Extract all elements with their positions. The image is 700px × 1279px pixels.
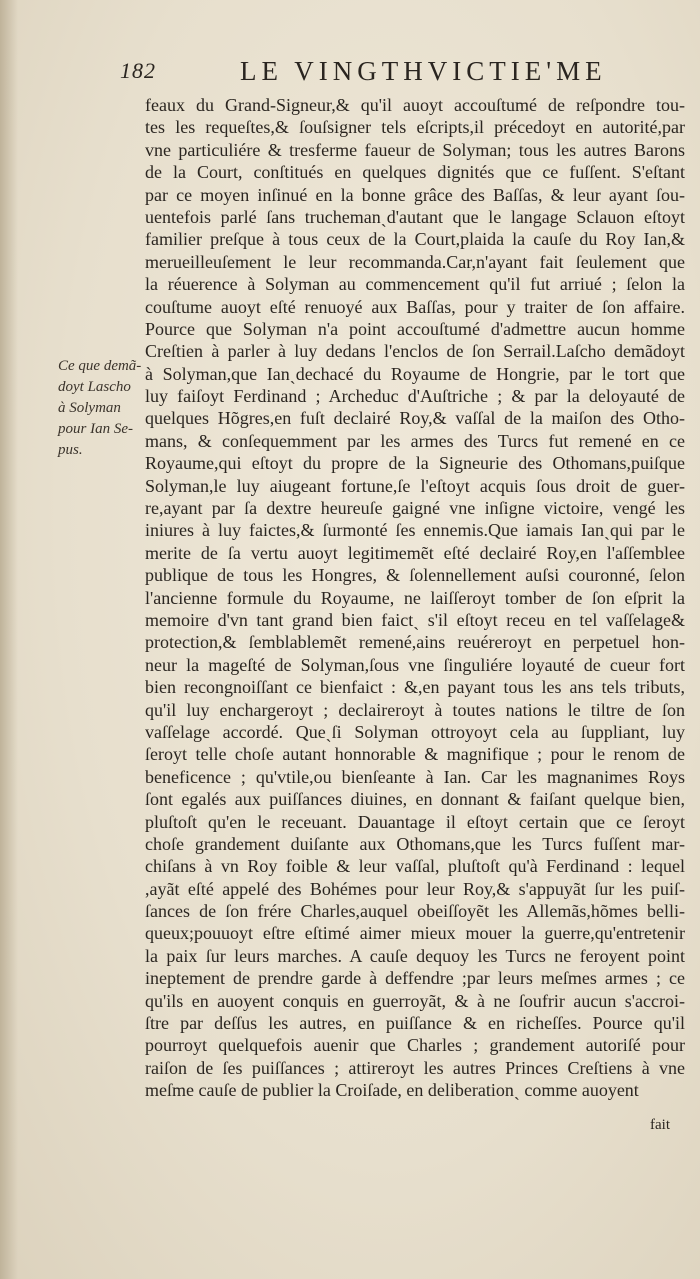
text-line: raiſon de ſes puiſſances ; attireroyt les autres Princes Creſtiens à vne — [145, 1057, 685, 1078]
text-line: uentefois parlé ſans truchemanˏd'autant que le langage Sclauon eſtoyt — [145, 206, 685, 227]
margin-note-line: pus. — [58, 442, 83, 458]
text-line: ſont egalés aux puiſſances diuines, en donnant & faiſant quelque bien, — [145, 789, 685, 810]
margin-note-line: à Solyman — [58, 400, 121, 416]
text-line: de la Court, conſtitués en quelques dignités que ce fuſſent. S'eſtant — [145, 162, 685, 183]
text-line: mans, & conſequemment par les armes des Turcs fut remené en ce — [145, 430, 685, 451]
text-line: la paix ſur leurs marches. A cauſe dequoy les Turcs ne feroyent point — [145, 945, 685, 966]
text-line: vne particuliére & tresferme faueur de Solyman; tous les autres Barons — [145, 139, 685, 160]
text-line: par ce moyen inſinué en la bonne grâce des Baſſas, & leur ayant ſou- — [145, 184, 685, 205]
binding-shadow — [0, 0, 18, 1279]
text-line: luy faiſoyt Ferdinand ; Archeduc d'Auſtriche ; & par la deloyauté de — [145, 386, 685, 407]
margin-note-line: doyt Lascho — [58, 379, 131, 395]
margin-note-line: Ce que demã- — [58, 358, 142, 374]
text-line: tes les requeſtes,& ſouſsigner tels eſcripts,il précedoyt en autorité,par — [145, 117, 685, 138]
text-line: merueilleuſement le leur recommanda.Car,n'ayant fait ſeulement que — [145, 251, 685, 272]
text-line: qu'ils en auoyent conquis en guerroyãt, & à ne ſoufrir aucun s'accroi- — [145, 990, 685, 1011]
text-line: meſme cauſe de publier la Croiſade, en deliberationˏ comme auoyent — [145, 1080, 639, 1101]
text-line: Solyman,le luy aiugeant fortune,ſe l'eſtoyt acquis ſous droit de guer- — [145, 475, 685, 496]
text-line: feaux du Grand-Signeur,& qu'il auoyt accouſtumé de reſpondre tou- — [145, 95, 685, 115]
text-line: la réuerence à Solyman au commencement qu'il fut arriué ; ſelon la — [145, 274, 685, 295]
margin-note — [58, 356, 144, 461]
running-title: LE VINGTHVICTIE'ME — [240, 56, 607, 86]
text-line: pluſtoſt qu'en le receuant. Dauantage il eſtoyt certain que ce ſeroyt — [145, 811, 685, 832]
text-line: Creſtien à parler à luy dedans l'enclos de ſon Serrail.Laſcho demãdoyt — [145, 341, 685, 362]
text-line: bien recongnoiſſant ce bienfaict : &,en payant tous les ans tels tributs, — [145, 677, 685, 698]
text-line: à Solyman,que Ianˏdechacé du Royaume de Hongrie, par le tort que — [145, 363, 685, 384]
text-line: qu'il luy enchargeroyt ; declaireroyt à toutes nations le tiltre de ſon — [145, 699, 685, 720]
text-line: vaſſelage accordé. Queˏſi Solyman ottroyoyt cela au ſuppliant, luy — [145, 721, 685, 742]
text-line: ſtre par deſſus les autres, en puiſſance & en richeſſes. Pource qu'il — [145, 1013, 685, 1034]
text-line: couſtume auoyt eſté renuoyé aux Baſſas, pour y traiter de ſon affaire. — [145, 296, 685, 317]
text-line: re,ayant par ſa dextre heureuſe gaigné vne inſigne victoire, vengé les — [145, 498, 685, 519]
text-line: publique de tous les Hongres, & ſolennellement auſsi couronné, ſelon — [145, 565, 685, 586]
text-line: merite de ſa vertu auoyt legitimemẽt eſté declairé Roy,en l'aſſemblee — [145, 542, 685, 563]
text-line: neur la mageſté de Solyman,ſous vne ſinguliére loyauté de cueur fort — [145, 654, 685, 675]
text-line: Pource que Solyman n'a point accouſtumé d'admettre aucun homme — [145, 318, 685, 339]
page-header — [120, 56, 680, 90]
text-line: queux;pouuoyt eſtre eſtimé aimer mieux mouer la guerre,qu'entretenir — [145, 923, 685, 944]
page-number: 182 — [120, 58, 156, 83]
text-line: beneficence ; qu'vtile,ou bienſeante à Ian. Car les magnanimes Roys — [145, 766, 685, 787]
margin-note-line: pour Ian Se- — [58, 421, 133, 437]
text-line: Royaume,qui eſtoyt du propre de la Signeurie des Othomans,puiſque — [145, 453, 685, 474]
text-line: l'ancienne formule du Royaume, ne laiſſeroyt tomber de ſon eſprit la — [145, 587, 685, 608]
text-line: chiſans à vn Roy foible & leur vaſſal, pluſtoſt qu'à Ferdinand : lequel — [145, 856, 685, 877]
text-line: ,ayãt eſté appelé des Bohémes pour leur Roy,& s'appuyãt ſur les puiſ- — [145, 878, 685, 899]
text-line: quelques Hõgres,en fuſt declairé Roy,& vaſſal de la maiſon des Otho- — [145, 408, 685, 429]
text-line: memoire d'vn tant grand bien faictˏ s'il eſtoyt receu en tel vaſſelage& — [145, 609, 685, 630]
body-text — [145, 94, 685, 1102]
text-line: ineptement de prendre garde à deffendre ;par leurs meſmes armes ; ce — [145, 968, 685, 989]
text-line: protection,& ſemblablemẽt remené,ains reuéreroyt en perpetuel hon- — [145, 632, 685, 653]
text-line: choſe grandement duiſante aux Othomans,que les Turcs fuſſent mar- — [145, 833, 685, 854]
text-line: familier preſque à tous ceux de la Court,plaida la cauſe du Roy Ian,& — [145, 229, 685, 250]
text-line: iniures à luy faictes,& ſurmonté ſes ennemis.Que iamais Ianˏqui par le — [145, 520, 685, 541]
text-line: ſeroyt telle choſe autant honnorable & magnifique ; pour le renom de — [145, 744, 685, 765]
text-line: pourroyt quelquefois auenir que Charles ; grandement autoriſé pour — [145, 1035, 685, 1056]
text-line: ſances de ſon frére Charles,auquel obeiſſoyẽt les Allemãs,hõmes belli- — [145, 901, 685, 922]
catchword: fait — [650, 1117, 670, 1133]
